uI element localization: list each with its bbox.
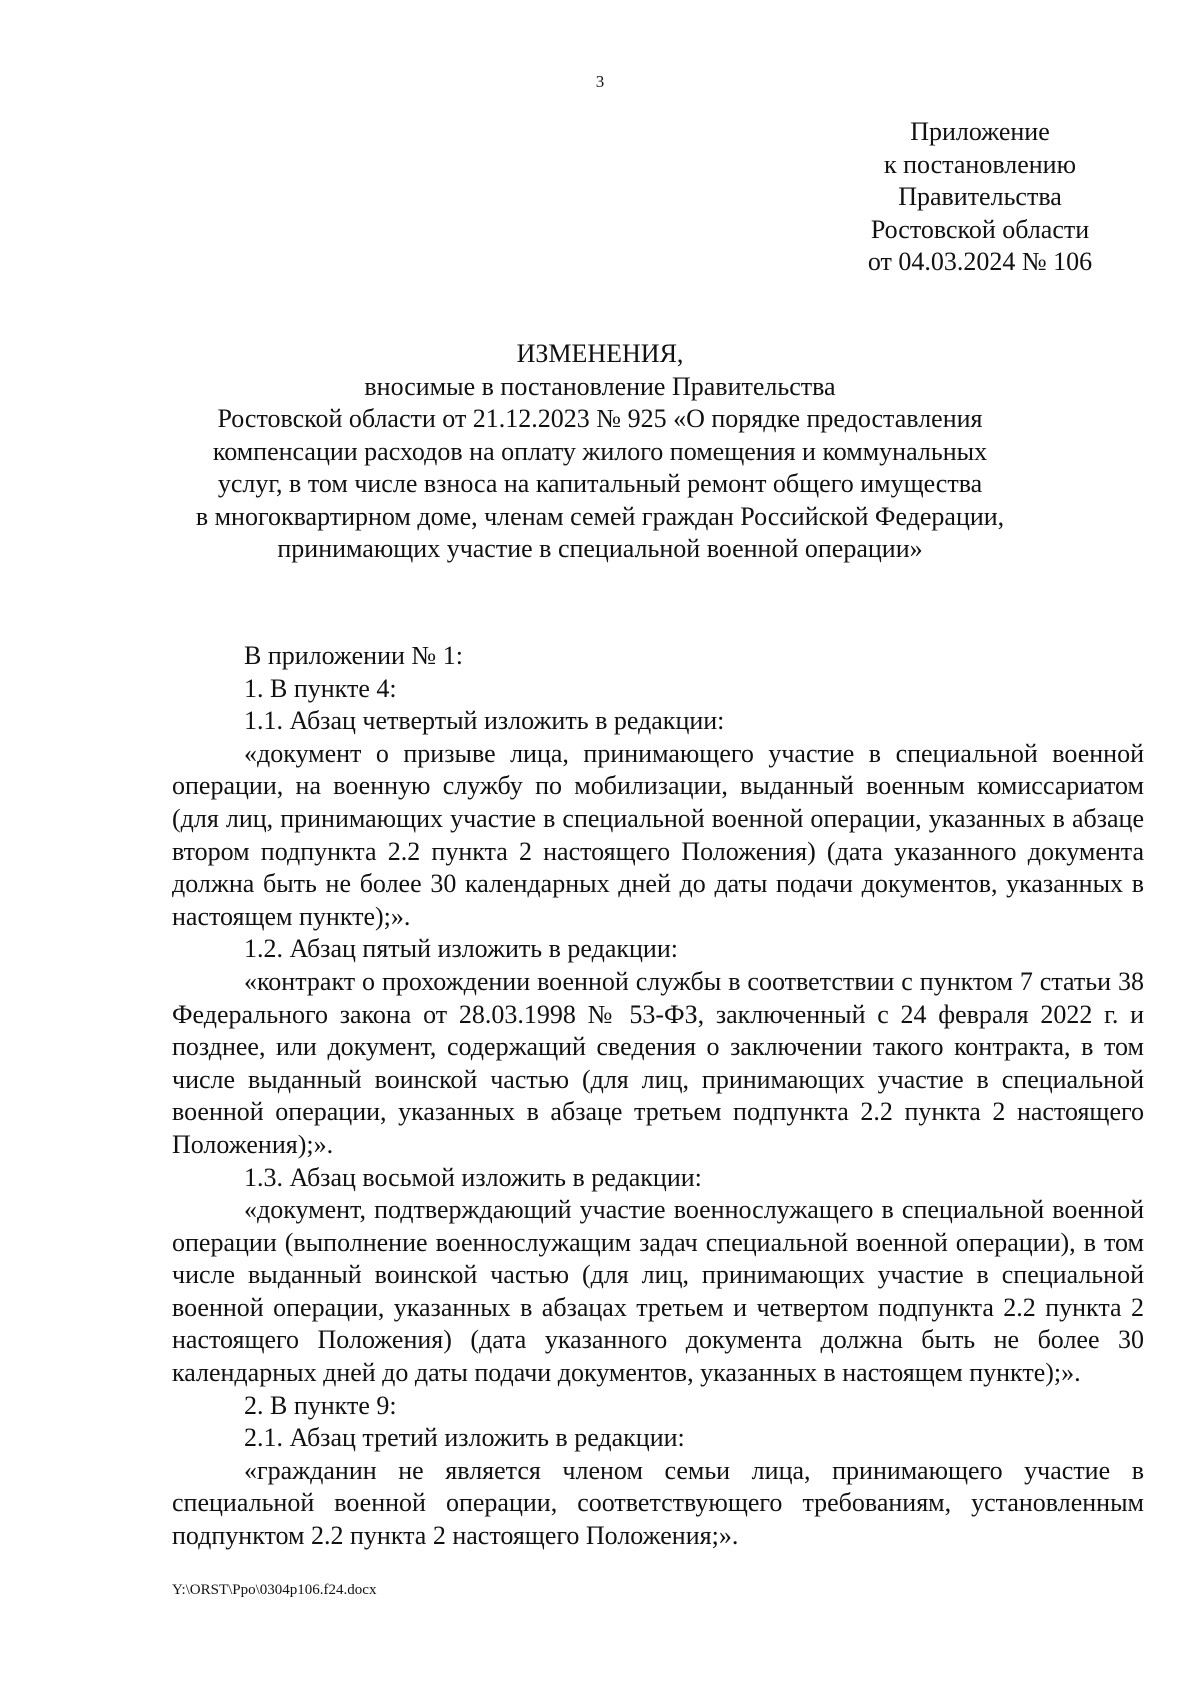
body-paragraph: 2. В пункте 9: (244, 1390, 397, 1420)
body-paragraph: «документ, подтверждающий участие военнослужащего в специальной военной операции (выполнение военнослужащим задач специальной военной операции), в том числе выданный воинской частью (для лиц, принимающих участие в специальной военной операции, указанных в абзацах третьем и четвертом подпункта 2.2 пункта 2 настоящего Положения) (дата указанного документа должна быть не более 30 календарных дней до даты подачи документов, указанных в настоящем пункте);». (172, 1195, 1144, 1388)
attachment-line: от 04.03.2024 № 106 (867, 247, 1093, 276)
title-line: вносимые в постановление Правительства (364, 371, 836, 401)
footer-file-path: Y:\ORST\Ppo\0304p106.f24.docx (172, 1582, 377, 1598)
title-heading: ИЗМЕНЕНИЯ, (516, 339, 684, 368)
title-line: Ростовской области от 21.12.2023 № 925 «О порядке предоставления (217, 404, 983, 433)
title-line: принимающих участие в специальной военной операции» (277, 534, 923, 563)
body-paragraph: 1. В пункте 4: (244, 673, 397, 703)
body-paragraph: «контракт о прохождении военной службы в соответствии с пунктом 7 статьи 38 Федерального закона от 28.03.1998 № 53-ФЗ, заключенный с 24 февраля 2022 г. и позднее, или документ, содержащий сведения о заключении такого контракта, в том числе выданный воинской частью (для лиц, принимающих участие в специальной военной операции, указанных в абзаце третьем подпункта 2.2 пункта 2 настоящего Положения);». (172, 966, 1144, 1159)
title-line: в многоквартирном доме, членам семей граждан Российской Федерации, (195, 501, 1005, 531)
page-number: 3 (595, 72, 605, 91)
document-body (172, 640, 1144, 1553)
body-paragraph: 1.2. Абзац пятый изложить в редакции: (244, 934, 678, 964)
attachment-line: Ростовской области (870, 214, 1090, 244)
body-paragraph: В приложении № 1: (244, 641, 463, 670)
body-paragraph: 1.3. Абзац восьмой изложить в редакции: (244, 1162, 702, 1192)
title-line: услуг, в том числе взноса на капитальный ремонт общего имущества (217, 469, 983, 498)
attachment-line: Правительства (898, 182, 1062, 211)
document-title (150, 338, 1050, 566)
attachment-line: к постановлению (883, 149, 1077, 179)
body-paragraph: «документ о призыве лица, принимающего участие в специальной военной операции, на военную службу по мобилизации, выданный военным комиссариатом (для лиц, принимающих участие в специальной военной операции, указанных в абзаце втором подпункта 2.2 пункта 2 настоящего Положения) (дата указанного документа должна быть не более 30 календарных дней до даты подачи документов, указанных в настоящем пункте);». (172, 738, 1144, 931)
body-paragraph: «гражданин не является членом семьи лица, принимающего участие в специальной военной операции, соответствующего требованиям, установленным подпунктом 2.2 пункта 2 настоящего Положения;». (172, 1455, 1144, 1551)
attachment-line: Приложение (910, 117, 1050, 146)
title-line: компенсации расходов на оплату жилого помещения и коммунальных (212, 436, 988, 466)
body-paragraph: 2.1. Абзац третий изложить в редакции: (244, 1423, 685, 1453)
attachment-block (830, 116, 1130, 279)
body-paragraph: 1.1. Абзац четвертый изложить в редакции: (244, 706, 725, 736)
